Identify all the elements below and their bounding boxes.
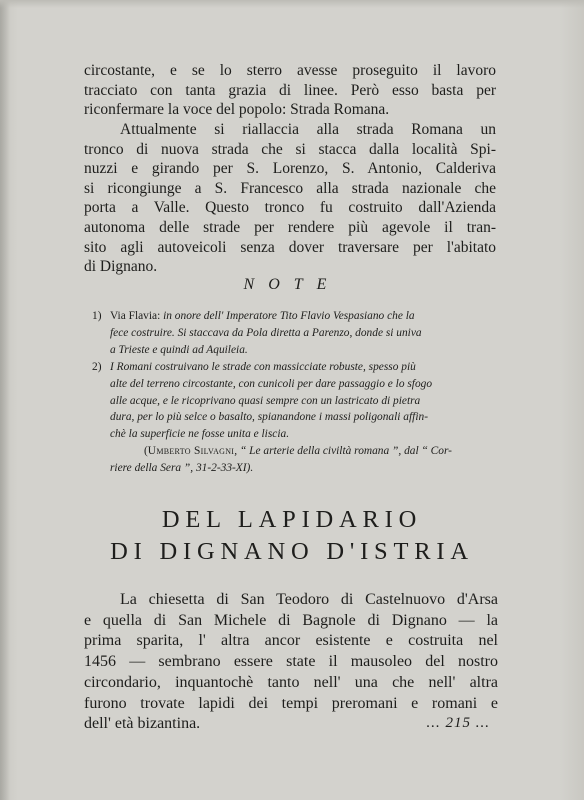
note-text: in onore dell' Imperatore Tito Flavio Vespasiano che la: [160, 310, 415, 322]
text-line: autonoma delle strade per rendere più agevole il tran-: [84, 218, 496, 236]
notes-heading: NOTE: [243, 276, 341, 293]
text-line: riconfermare la voce del popolo: Strada Romana.: [84, 101, 390, 119]
note-line: alle acque, e le ricoprivano quasi sempre con un lastricato di pietra: [110, 394, 421, 407]
citation-author: Umberto Silvagni: [147, 445, 235, 458]
text-line: si ricongiunge a S. Francesco alla strada nazionale che: [84, 179, 496, 197]
note-body: [110, 308, 500, 359]
text-line: circondario, inquantochè tanto nell' una che nell' altra: [84, 673, 498, 691]
note-line: [110, 308, 500, 325]
text-line: La chiesetta di San Teodoro di Castelnuovo d'Arsa: [120, 591, 498, 608]
paragraph-2: [84, 120, 496, 277]
section-title-line-1: DEL LAPIDARIO: [161, 506, 423, 533]
text-line: dell' età bizantina.: [84, 715, 201, 733]
note-line: I Romani costruivano le strade con massicciate robuste, spesso più: [110, 360, 416, 373]
text-line: circostante, e se lo sterro avesse proseguito il lavoro: [84, 62, 496, 79]
text-line: sito agli autoveicoli senza dover traversare per l'abitato: [84, 238, 496, 256]
note-line: fece costruire. Si staccava da Pola diretta a Parenzo, donde si univa: [110, 326, 422, 339]
text-line: tracciato con tanta grazia di linee. Però esso basta per: [84, 81, 496, 99]
citation-text: , “ Le arterie della civiltà romana ”, dal “ Cor-: [234, 445, 452, 458]
page-top-shadow: [0, 0, 584, 8]
section-title-line-2: DI DIGNANO D'ISTRIA: [110, 538, 474, 565]
note-line: chè la superficie ne fosse unita e liscia.: [110, 428, 290, 441]
paragraph-1: [84, 61, 496, 120]
text-line: di Dignano.: [84, 258, 158, 276]
note-item: [92, 308, 500, 359]
text-line: Attualmente si riallaccia alla strada Romana un: [120, 121, 496, 138]
paragraph-3: [84, 590, 498, 735]
note-item: [92, 359, 500, 477]
note-number: 2): [92, 360, 102, 373]
text-line: furono trovate lapidi dei tempi preromani e romani e: [84, 694, 498, 712]
text-line: porta a Valle. Questo tronco fu costruito dall'Azienda: [84, 199, 496, 217]
note-number: 1): [92, 310, 102, 322]
note-citation-line: riere della Sera ”, 31-2-33-XI).: [110, 462, 254, 475]
note-label: Via Flavia:: [110, 310, 161, 322]
text-line: nuzzi e girando per S. Lorenzo, S. Antonio, Calderiva: [84, 160, 496, 178]
note-line: dura, per lo più selce o basalto, spianandone i massi poligonali affin-: [110, 411, 428, 424]
notes-section: [92, 308, 500, 477]
text-line: tronco di nuova strada che si stacca dalla località Spi-: [84, 140, 496, 158]
citation-open-paren: (: [144, 445, 148, 458]
text-line: prima sparita, l' altra ancor esistente e costruita nel: [84, 632, 498, 650]
text-line: e quella di San Michele di Bagnole di Dignano — la: [84, 611, 498, 629]
note-body: [110, 359, 500, 477]
text-line: 1456 — sembrano essere state il mausoleo del nostro: [84, 653, 498, 671]
note-line: alte del terreno circostante, con cunicoli per dare passaggio e lo sfogo: [110, 377, 433, 390]
note-line: a Trieste e quindi ad Aquileia.: [110, 343, 248, 356]
note-citation: [110, 443, 500, 460]
page-number: ... 215 ...: [426, 715, 490, 731]
page-edge-shadow: [0, 0, 10, 800]
